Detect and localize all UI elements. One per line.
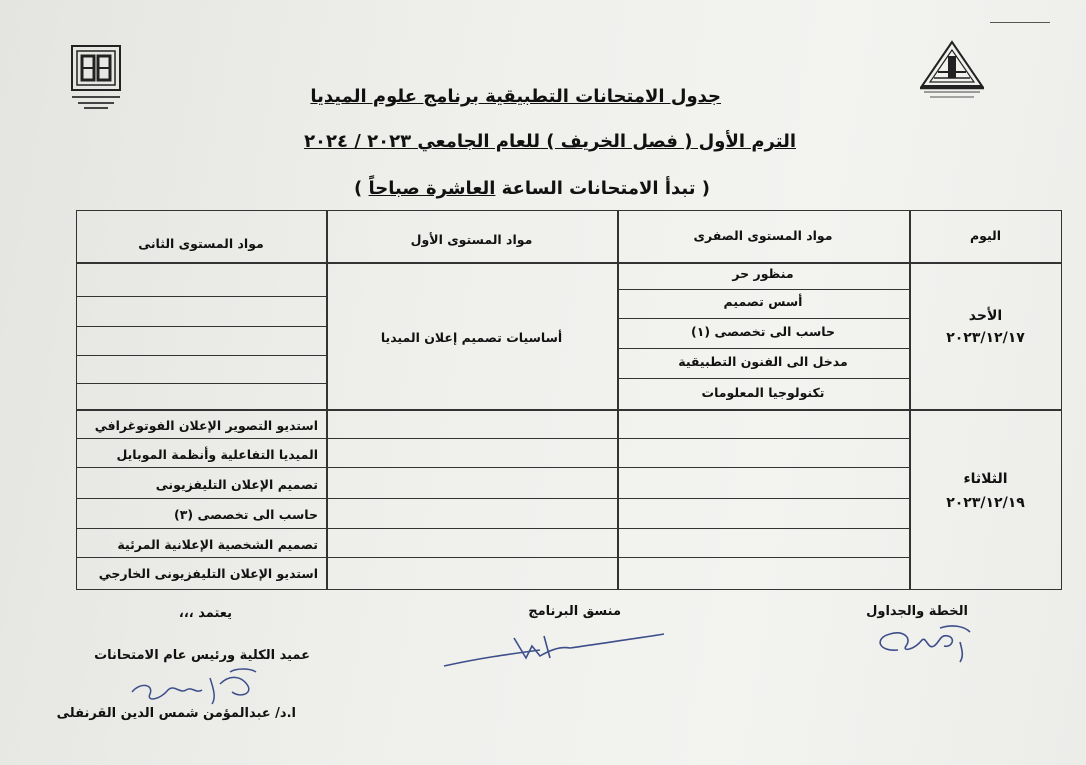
day-sunday: الأحد <box>968 308 1003 324</box>
start-time-line <box>354 178 710 199</box>
list-item: حاسب الى تخصصى (٣) <box>174 507 318 522</box>
faculty-logo <box>68 44 124 112</box>
exam-table <box>76 210 1062 590</box>
list-item: تصميم الشخصية الإعلانية المرئية <box>117 537 318 552</box>
row-divider <box>76 467 909 468</box>
header-divider <box>76 262 1062 264</box>
row-divider <box>76 355 326 356</box>
row-divider <box>76 326 326 327</box>
start-prefix: ( تبدأ الامتحانات الساعة <box>495 178 710 199</box>
row-divider <box>76 557 909 558</box>
list-item: أسس تصميم <box>723 294 803 309</box>
list-item: تصميم الإعلان التليفزيونى <box>155 477 318 492</box>
row-divider <box>76 383 326 384</box>
row-divider <box>76 528 909 529</box>
row-divider <box>617 378 909 379</box>
start-time: العاشرة صباحاً <box>368 178 496 199</box>
plan-signature <box>868 616 978 672</box>
header-level0: مواد المستوى الصفرى <box>693 228 833 243</box>
coordinator-label: منسق البرنامج <box>528 604 621 619</box>
header-day: اليوم <box>969 228 1002 243</box>
date-tuesday: ٢٠٢٣/١٢/١٩ <box>946 495 1025 511</box>
term-label: الترم الأول ( فصل الخريف ) <box>540 131 796 152</box>
dean-title: عميد الكلية ورئيس عام الامتحانات <box>94 648 310 663</box>
header-level1: مواد المستوى الأول <box>410 232 533 247</box>
row-divider <box>76 498 909 499</box>
top-rule <box>990 22 1050 23</box>
row-divider <box>617 318 909 319</box>
list-item: مدخل الى الفنون التطبيقية <box>678 354 848 369</box>
dean-signature <box>120 664 270 710</box>
schedule-title: جدول الامتحانات التطبيقية برنامج علوم الميديا <box>310 86 721 107</box>
academic-year: للعام الجامعي ٢٠٢٣ / ٢٠٢٤ <box>304 131 541 152</box>
plan-label: الخطة والجداول <box>866 604 968 619</box>
row-divider <box>76 296 326 297</box>
row-divider <box>76 438 909 439</box>
list-item: استديو الإعلان التليفزيونى الخارجي <box>98 566 318 581</box>
row-divider <box>617 348 909 349</box>
column-divider <box>909 210 911 590</box>
day-divider <box>76 409 1062 411</box>
coordinator-signature <box>440 628 670 672</box>
term-line <box>304 131 796 152</box>
approve-label: يعتمد ،،، <box>178 606 232 621</box>
list-item: استديو التصوير الإعلان الفوتوغرافي <box>94 418 318 433</box>
header-level2: مواد المستوى الثانى <box>138 236 264 251</box>
row-divider <box>617 289 909 290</box>
date-sunday: ٢٠٢٣/١٢/١٧ <box>946 330 1025 346</box>
column-divider <box>326 210 328 590</box>
dean-name: ا.د/ عبدالمؤمن شمس الدين القرنفلى <box>56 706 296 721</box>
list-item: حاسب الى تخصصى (١) <box>691 324 835 339</box>
university-logo <box>914 38 990 102</box>
list-item: تكنولوجيا المعلومات <box>701 385 825 400</box>
day-tuesday: الثلاثاء <box>963 471 1008 487</box>
list-item: الميديا التفاعلية وأنظمة الموبايل <box>116 447 318 462</box>
list-item: أساسيات تصميم إعلان الميديا <box>380 330 563 345</box>
list-item: منظور حر <box>732 266 794 281</box>
start-suffix: ) <box>354 178 369 199</box>
